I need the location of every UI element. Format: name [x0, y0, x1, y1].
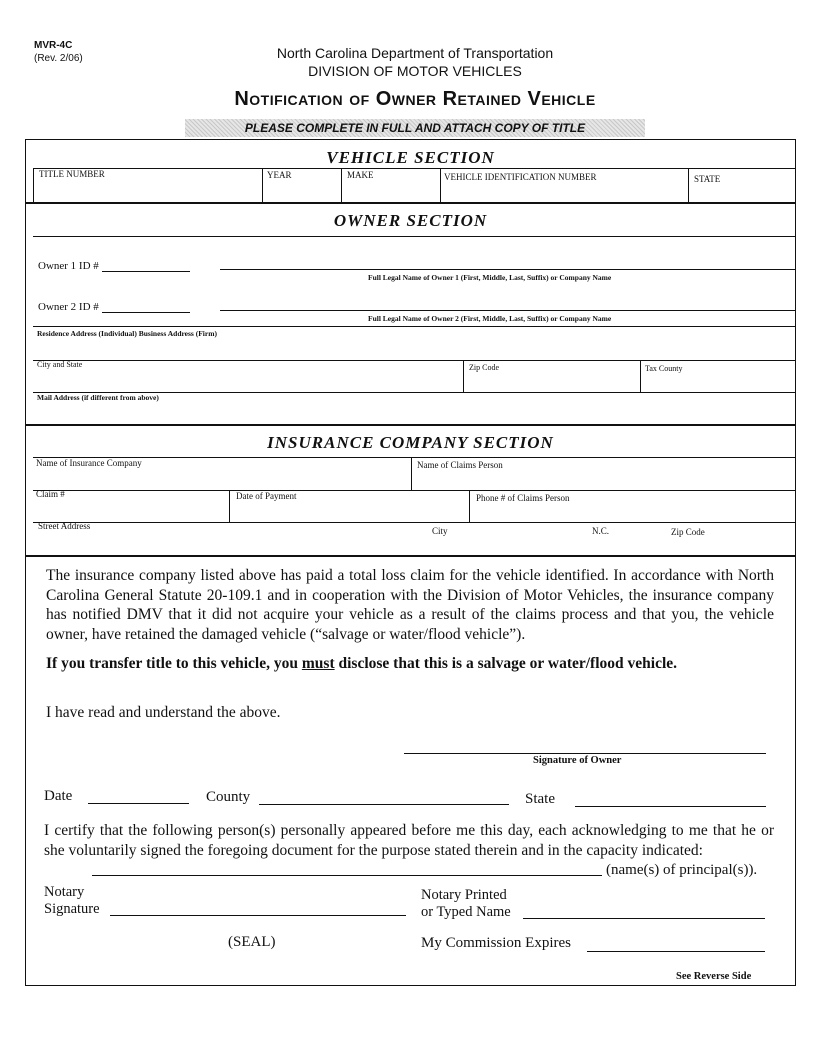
- form-revision: (Rev. 2/06): [34, 53, 83, 64]
- residence-address-field[interactable]: Residence Address (Individual) Business Address (Firm): [37, 329, 217, 338]
- date-label: Date: [44, 788, 73, 804]
- county-label: County: [206, 789, 251, 805]
- owner2-name-hint: Full Legal Name of Owner 2 (First, Middle, Last, Suffix) or Company Name: [368, 314, 612, 323]
- street-address-field[interactable]: Street Address: [38, 521, 91, 531]
- city-state-field[interactable]: City and State: [37, 360, 83, 369]
- owner2-id-label: Owner 2 ID #: [38, 301, 99, 313]
- notary-printed-line[interactable]: [523, 918, 765, 919]
- date-field[interactable]: [44, 788, 72, 805]
- claims-phone-field[interactable]: Phone # of Claims Person: [476, 493, 570, 503]
- insurance-zip-field[interactable]: Zip Code: [671, 527, 705, 537]
- insurance-company-field[interactable]: Name of Insurance Company: [36, 458, 142, 468]
- county-field[interactable]: [206, 789, 250, 806]
- zip-code-field[interactable]: Zip Code: [469, 363, 499, 372]
- commission-label: My Commission Expires: [421, 935, 572, 951]
- notary-signature-label: [44, 884, 100, 918]
- owner-signature-line[interactable]: [404, 753, 766, 754]
- title-number-field[interactable]: TITLE NUMBER: [39, 169, 105, 179]
- insurance-city-field[interactable]: City: [432, 526, 448, 536]
- warning-text-1: If you transfer title to this vehicle, you: [46, 655, 302, 672]
- notary-printed-label: [421, 887, 511, 921]
- claims-person-field[interactable]: Name of Claims Person: [417, 460, 503, 470]
- owner-section-title: OWNER SECTION: [333, 211, 488, 230]
- transfer-warning: [46, 655, 781, 672]
- seal-label: (SEAL): [228, 934, 276, 950]
- notary-printed-label-1: Notary Printed: [421, 887, 507, 903]
- state-sign-label: State: [525, 791, 555, 807]
- owner2-name-line[interactable]: [220, 310, 796, 311]
- state-sign-field[interactable]: [525, 791, 555, 808]
- year-field[interactable]: YEAR: [267, 170, 292, 180]
- notary-signature-line[interactable]: [110, 915, 406, 916]
- acknowledge-text: I have read and understand the above.: [46, 704, 281, 721]
- vehicle-fields-box: [33, 168, 796, 202]
- principals-label: (name(s) of principal(s)).: [606, 862, 758, 878]
- insurance-state-label: N.C.: [592, 526, 610, 536]
- warning-text-2: disclose that this is a salvage or water/flood vehicle.: [334, 655, 678, 672]
- commission-line[interactable]: [587, 951, 765, 952]
- statement-paragraph: The insurance company listed above has paid a total loss claim for the vehicle identified. In accordance with North Carolina General Statute 20-109.1 and in cooperation with the Division of Motor Vehicles, the insurance company has notified DMV that it did not acquire your vehicle as a result of the claims process and that you, the vehicle owner, have retained the damaged vehicle (“salvage or water/flood vehicle”).: [46, 567, 774, 643]
- owner1-name-hint: Full Legal Name of Owner 1 (First, Middle, Last, Suffix) or Company Name: [368, 273, 612, 282]
- make-field[interactable]: MAKE: [347, 170, 374, 180]
- instruction-banner: PLEASE COMPLETE IN FULL AND ATTACH COPY OF TITLE: [185, 119, 645, 137]
- state-field[interactable]: STATE: [694, 174, 721, 184]
- notary-signature-label-2: Signature: [44, 901, 100, 917]
- tax-county-field[interactable]: Tax County: [645, 364, 683, 373]
- page-title: Notification of Owner Retained Vehicle: [234, 88, 596, 110]
- principals-line[interactable]: [92, 875, 602, 876]
- division-name: DIVISION OF MOTOR VEHICLES: [308, 63, 522, 79]
- notary-signature-label-1: Notary: [44, 884, 85, 900]
- owner-signature-label: Signature of Owner: [533, 755, 622, 766]
- department-name: North Carolina Department of Transportation: [276, 45, 554, 61]
- owner2-id-field[interactable]: [38, 298, 190, 313]
- notary-printed-label-2: or Typed Name: [421, 904, 511, 920]
- vin-field[interactable]: VEHICLE IDENTIFICATION NUMBER: [444, 172, 597, 182]
- certify-text: I certify that the following person(s) personally appeared before me this day, each acknowledging to me that he or she voluntarily signed the foregoing document for the purpose stated therein and in the capacity indicated:: [44, 822, 774, 859]
- owner1-id-field[interactable]: [38, 257, 190, 272]
- form-code: MVR-4C: [34, 40, 73, 51]
- owner1-name-line[interactable]: [220, 269, 796, 270]
- vehicle-section-title: VEHICLE SECTION: [326, 148, 495, 167]
- owner1-id-label: Owner 1 ID #: [38, 260, 99, 272]
- mail-address-field[interactable]: Mail Address (if different from above): [37, 393, 159, 402]
- insurance-section-title: INSURANCE COMPANY SECTION: [267, 433, 554, 452]
- see-reverse-side: See Reverse Side: [676, 971, 752, 982]
- warning-must: must: [301, 655, 335, 672]
- claim-number-field[interactable]: Claim #: [36, 489, 65, 499]
- date-of-payment-field[interactable]: Date of Payment: [236, 491, 297, 501]
